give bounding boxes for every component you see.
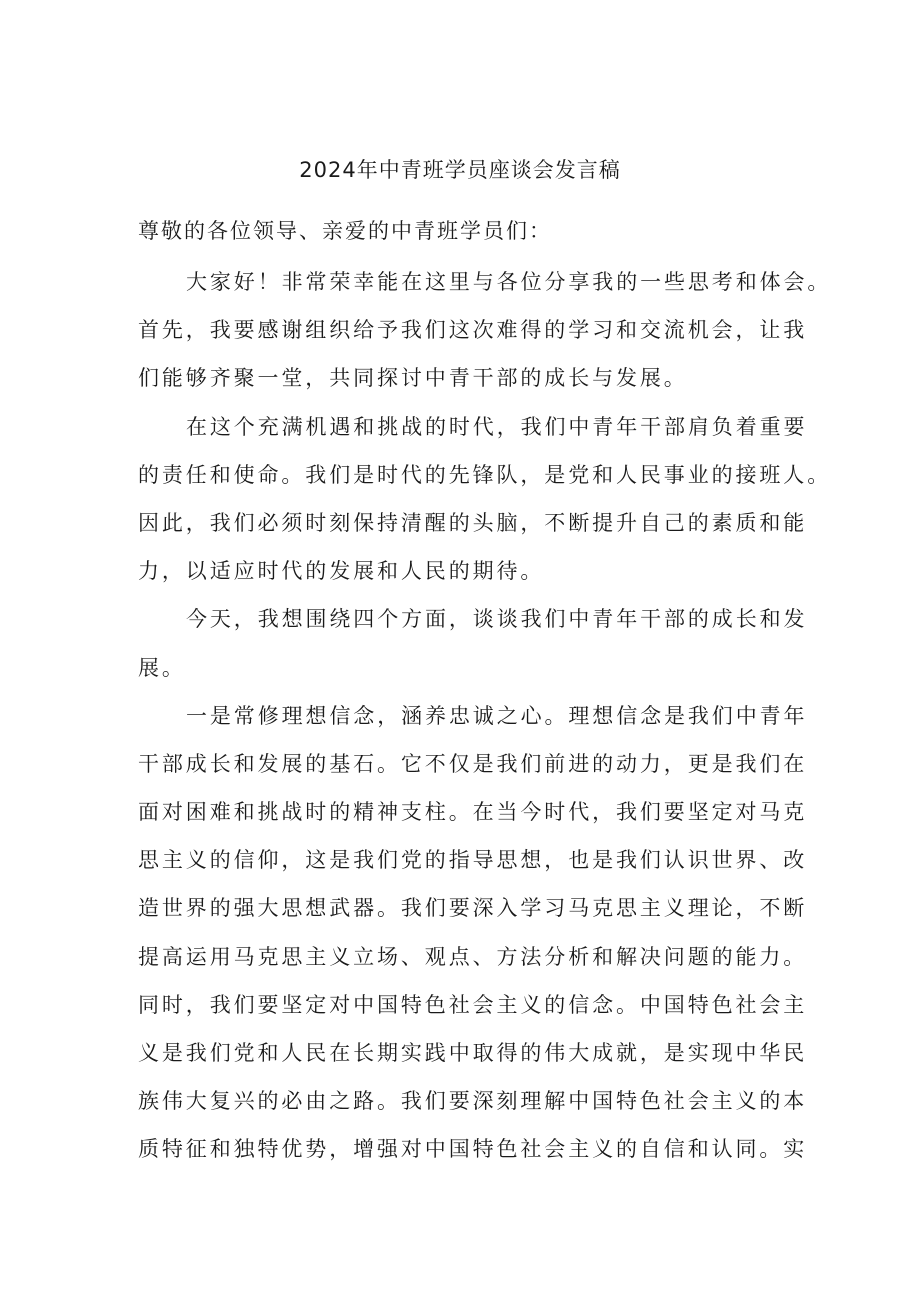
document-title: 2024年中青班学员座谈会发言稿 <box>299 158 621 182</box>
paragraph-1 <box>138 258 832 403</box>
document-body <box>138 258 832 1174</box>
paragraph-2 <box>138 403 832 596</box>
salutation: 尊敬的各位领导、亲爱的中青班学员们： <box>138 219 552 243</box>
paragraph-line: 一是常修理想信念，涵养忠诚之心。理想信念是我们中青年 <box>186 703 808 728</box>
paragraph-3 <box>138 595 808 691</box>
paragraph-line: 力，以适应时代的发展和人民的期待。 <box>138 559 545 584</box>
paragraph-line: 质特征和独特优势，增强对中国特色社会主义的自信和认同。实 <box>138 1137 808 1162</box>
paragraph-line: 干部成长和发展的基石。它不仅是我们前进的动力，更是我们在 <box>138 751 808 776</box>
paragraph-line: 大家好！非常荣幸能在这里与各位分享我的一些思考和体会。 <box>186 270 832 294</box>
paragraph-line: 因此，我们必须时刻保持清醒的头脑，不断提升自己的素质和能 <box>138 510 808 535</box>
paragraph-line: 展。 <box>138 655 186 680</box>
paragraph-line: 在这个充满机遇和挑战的时代，我们中青年干部肩负着重要 <box>186 414 808 439</box>
paragraph-line: 今天，我想围绕四个方面，谈谈我们中青年干部的成长和发 <box>186 607 808 632</box>
paragraph-4 <box>138 692 808 1174</box>
paragraph-line: 思主义的信仰，这是我们党的指导思想，也是我们认识世界、改 <box>138 848 808 873</box>
paragraph-line: 造世界的强大思想武器。我们要深入学习马克思主义理论，不断 <box>138 896 808 921</box>
paragraph-line: 首先，我要感谢组织给予我们这次难得的学习和交流机会，让我 <box>138 318 808 343</box>
paragraph-line: 们能够齐聚一堂，共同探讨中青干部的成长与发展。 <box>138 366 688 391</box>
paragraph-line: 的责任和使命。我们是时代的先锋队，是党和人民事业的接班人。 <box>138 462 832 487</box>
paragraph-line: 义是我们党和人民在长期实践中取得的伟大成就，是实现中华民 <box>138 1041 808 1065</box>
paragraph-line: 面对困难和挑战时的精神支柱。在当今时代，我们要坚定对马克 <box>138 800 808 825</box>
paragraph-line: 提高运用马克思主义立场、观点、方法分析和解决问题的能力。 <box>138 944 808 969</box>
paragraph-line: 族伟大复兴的必由之路。我们要深刻理解中国特色社会主义的本 <box>138 1089 808 1114</box>
paragraph-line: 同时，我们要坚定对中国特色社会主义的信念。中国特色社会主 <box>138 992 808 1017</box>
